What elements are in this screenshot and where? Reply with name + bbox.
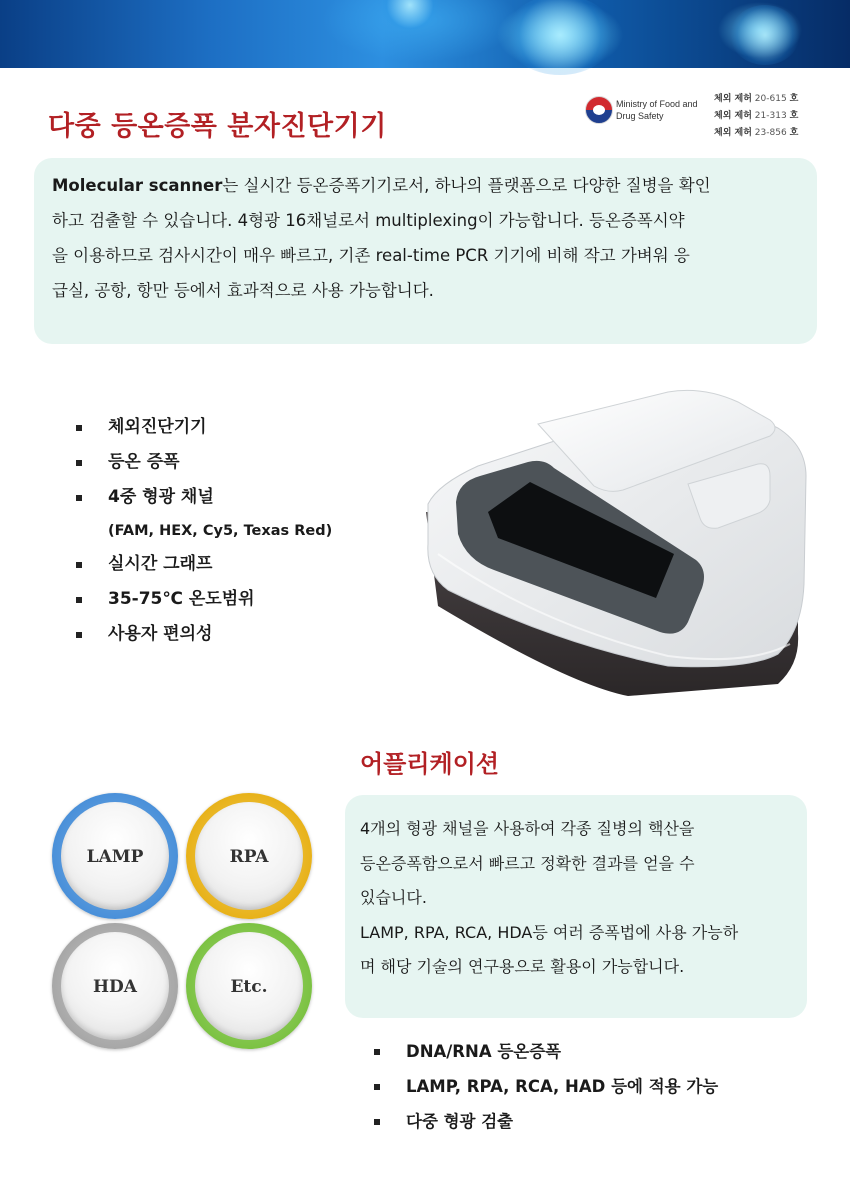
description-line: 등온증폭함으로서 빠르고 정확한 결과를 얻을 수 [360,853,695,873]
logo-text: Ministry of Food and Drug Safety [616,99,698,121]
page-title: 다중 등온증폭 분자진단기기 [48,111,387,142]
feature-item: 4중 형광 채널 [72,480,402,515]
description-line: LAMP, RPA, RCA, HDA등 여러 증폭법에 사용 가능하 [360,922,739,942]
description-line: 4개의 형광 채널을 사용하여 각종 질병의 핵산을 [360,819,695,838]
virus-graphic-icon [505,0,615,75]
feature-list [72,410,402,652]
header-banner [0,0,850,68]
bullet-icon [76,495,82,501]
applications-title: 어플리케이션 [360,750,500,778]
application-bullet: LAMP, RPA, RCA, HAD 등에 적용 가능 [370,1069,810,1104]
bullet-icon [76,562,82,568]
method-circle-lamp: LAMP [52,793,178,919]
feature-item: 사용자 편의성 [72,617,402,652]
description-line: 있습니다. [360,888,427,907]
approval-code: 체외 제허 21-313 호 [714,111,799,121]
application-bullet-list [370,1034,810,1139]
application-bullet: DNA/RNA 등온증폭 [370,1034,810,1069]
bullet-icon [76,425,82,431]
bullet-icon [76,597,82,603]
bullet-icon [374,1084,380,1090]
description-line: 며 해당 기술의 연구용으로 활용이 가능합니다. [360,957,685,976]
bullet-icon [374,1049,380,1055]
approval-code: 체외 제허 20-615 호 [714,94,799,104]
feature-item: 실시간 그래프 [72,547,402,582]
application-description [360,812,800,985]
approval-code: 체외 제허 23-856 호 [714,128,799,138]
feature-item: 35-75℃ 온도범위 [72,582,402,617]
method-circle-etc: Etc. [186,923,312,1049]
intro-paragraph [52,168,812,308]
intro-line: 급실, 공항, 항만 등에서 효과적으로 사용 가능합니다. [52,281,434,300]
feature-item: 체외진단기기 [72,410,402,445]
feature-item: 등온 증폭 [72,445,402,480]
approval-codes [714,91,824,142]
intro-line: Molecular scanner는 실시간 등온증폭기기로서, 하나의 플랫폼으로 다양한 질병을 확인 [52,176,711,195]
method-circle-rpa: RPA [186,793,312,919]
virus-graphic-icon [380,0,440,30]
bullet-icon [374,1119,380,1125]
application-bullet: 다중 형광 검출 [370,1104,810,1139]
taeguk-logo-icon [585,96,613,124]
method-circles [52,793,332,1049]
method-circle-hda: HDA [52,923,178,1049]
virus-graphic-icon [730,5,800,65]
mfds-logo [585,94,710,128]
bullet-icon [76,632,82,638]
feature-subitem: (FAM, HEX, Cy5, Texas Red) [108,523,333,539]
intro-line: 하고 검출할 수 있습니다. 4형광 16채널로서 multiplexing이 가능합니다. 등온증폭시약 [52,211,685,230]
device-image [418,384,810,700]
intro-line: 을 이용하므로 검사시간이 매우 빠르고, 기존 real-time PCR 기기에 비해 작고 가벼워 응 [52,246,690,265]
bullet-icon [76,460,82,466]
